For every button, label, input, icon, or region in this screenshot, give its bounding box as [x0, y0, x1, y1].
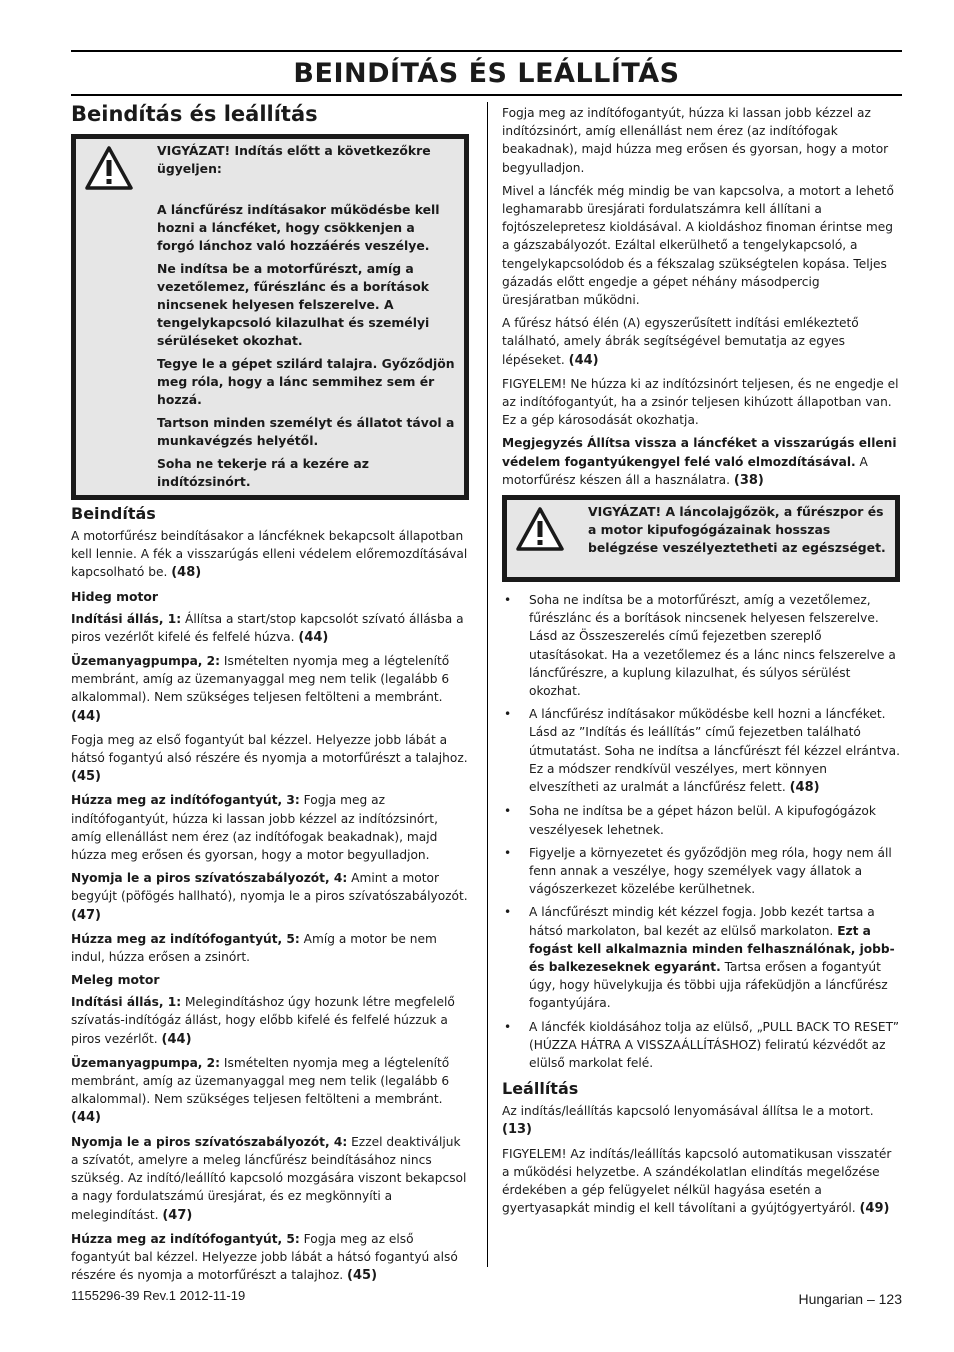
- warning-text: Tegye le a gépet szilárd talajra. Győződjön meg róla, hogy a lánc semmihez sem ér hozzá.: [157, 356, 455, 407]
- warning-text: VIGYÁZAT! A láncolajgőzök, a fűrészpor és a motor kipufogógázainak hosszas belégzése veszélyeztetheti az egészséget.: [588, 504, 886, 556]
- list-item: • A láncfűrészt mindig két kézzel fogja. Jobb kezét tartsa a hátsó markolaton, bal kezét az elülső markolaton. Ezt a fogást kell alkalmaznia minden felhasználónak, jobb- és balkezeseknek egyaránt. Tartsa erősen a fogantyút úgy, hogy hüvelykujja és többi ujja ráfeküdjön a láncfűrész fogantyújára.: [502, 903, 900, 1012]
- subsection-heading-start: Beindítás: [71, 504, 156, 523]
- step-paragraph: Indítási állás, 1: Állítsa a start/stop kapcsolót szívató állásba a piros vezérlőt kifelé és felfelé húzva. (44): [71, 611, 464, 645]
- document-id: 1155296-39 Rev.1 2012-11-19: [71, 1288, 246, 1303]
- step-paragraph: Húzza meg az indítófogantyút, 3: Fogja meg az indítófogantyút, húzza ki lassan jobb kézzel az indítózsinórt, amíg ellenállást nem érez (az indítófogak beakadnak), majd húzza meg erősen és gyorsan, hogy a motor begyulladjon.: [71, 793, 438, 863]
- warm-engine-heading: Meleg motor: [71, 972, 160, 988]
- step-paragraph: Nyomja le a piros szívatószabályozót, 4: Amint a motor begyújt (pöfögés hallható), nyomja le a piros szívatószabályozót. (47): [71, 871, 468, 923]
- page-number: Hungarian – 123: [798, 1291, 902, 1307]
- safety-list: [502, 591, 900, 1072]
- step-paragraph: Húzza meg az indítófogantyút, 5: Amíg a motor be nem indul, húzza erősen a zsinórt.: [71, 931, 437, 965]
- step-paragraph: Üzemanyagpumpa, 2: Ismételten nyomja meg a légtelenítő membránt, amíg az üzemanyaggal meg nem telik (legalább 6 alkalommal). Nem szükséges teljesen feltölteni a membránt. (44): [71, 1055, 450, 1126]
- warning-text: Soha ne tekerje rá a kezére az indítózsinórt.: [157, 456, 369, 489]
- list-item: • Soha ne indítsa be a gépet házon belül. A kipufogógázok veszélyesek lehetnek.: [502, 802, 900, 838]
- warning-text: Tartson minden személyt és állatot távol a munkavégzés helyétől.: [157, 415, 455, 448]
- list-item: • Figyelje a környezetet és győződjön meg róla, hogy nem áll fenn annak a veszélye, hogy személyek vagy állatok a vágószerkezet közelébe kerülhetnek.: [502, 844, 900, 899]
- subsection-heading-stop: Leállítás: [502, 1079, 579, 1099]
- paragraph: FIGYELEM! Ne húzza ki az indítózsinórt teljesen, és ne engedje el az indítófogantyút, ha a zsinór teljesen kihúzott állapotban van. Ez a gép károsodását okozhatja.: [502, 376, 899, 428]
- top-rule: [71, 50, 902, 52]
- paragraph: Megjegyzés Állítsa vissza a láncféket a visszarúgás elleni védelem fogantyúkengyel felé való elmozdításával. A motorfűrész készen áll a használatra. (38): [502, 436, 897, 488]
- title-underline: [71, 94, 902, 96]
- warning-text: VIGYÁZAT! Indítás előtt a következőkre ügyeljen:: [157, 143, 431, 176]
- paragraph: Fogja meg az indítófogantyút, húzza ki lassan jobb kézzel az indítózsinórt, amíg ellenállást nem érez (az indítófogak beakadnak), majd húzza meg erősen és gyorsan, hogy a motor begyulladjon.: [502, 106, 889, 175]
- warning-triangle-icon: [84, 145, 134, 191]
- list-item: • Soha ne indítsa be a motorfűrészt, amíg a vezetőlemez, fűrészlánc és a borítások nincsenek helyesen felszerelve. Lásd az Összeszerelés című fejezetben szereplő utasításokat. Ha a vezetőlemez és a lánc nincs felszerelve a láncfűrészre, a kuplung kilazulhat, és súlyos sérülést okozhat.: [502, 591, 900, 700]
- step-paragraph: Nyomja le a piros szívatószabályozót, 4: Ezzel deaktiváljuk a szívatót, amelyre a meleg láncfűrész beindításához nincs szükség. Az indító/leállító kapcsoló mozgására viszont bekapcsol a nagy fordulatszámú üresjárat, és ez megkönnyíti a melegindítást. (47): [71, 1134, 467, 1223]
- warning-text: A láncfűrész indításakor működésbe kell hozni a láncféket, hogy csökkenjen a forgó lánchoz való hozzáérés veszélye.: [157, 202, 440, 253]
- step-paragraph: Indítási állás, 1: Melegindításhoz úgy hozunk létre megfelelő szívatás-indítógáz állást, hogy előbb kifelé és felfelé húzzuk a piros vezérlőt. (44): [71, 995, 455, 1047]
- paragraph: Az indítás/leállítás kapcsoló lenyomásával állítsa le a motort. (13): [502, 1104, 874, 1138]
- list-item: • A láncfűrész indításakor működésbe kell hozni a láncféket. Lásd az ”Indítás és leállítás” című fejezetben található útmutatást. Soha ne indítsa a láncfűrészt fél kézzel elrántva. Ez a módszer rendkívül veszélyes, mert könnyen elveszítheti az uralmát a láncfűrész felett. (48): [502, 705, 900, 797]
- paragraph: A motorfűrész beindításakor a láncféknek bekapcsolt állapotban kell lennie. A fék a visszarúgás elleni védelem előremozdításával kapcsolható be. (48): [71, 529, 468, 581]
- step-paragraph: Üzemanyagpumpa, 2: Ismételten nyomja meg a légtelenítő membránt, amíg az üzemanyaggal meg nem telik (legalább 6 alkalommal). Nem szükséges teljesen feltölteni a membránt. (44): [71, 654, 450, 724]
- paragraph: Mivel a láncfék még mindig be van kapcsolva, a motort a lehető leghamarabb üresjárati fordulatszámra kell állítani a fojtószelepretesz kioldásával. A kioldáshoz finoman érintse meg a gázszabályozót. Ezáltal elkerülhető a tengelykapcsoló, a tengelykapcsolódob és a fékszalag szükségtelen kopása. Teljes gázadás előtt engedje a gépet néhány másodpercig üresjáratban működni.: [502, 183, 894, 308]
- column-divider: [487, 102, 488, 1267]
- figure-ref: (48): [171, 565, 202, 581]
- step-paragraph: Fogja meg az első fogantyút bal kézzel. Helyezze jobb lábát a hátsó fogantyú alsó részére és nyomja a motorfűrészt a talajhoz. (45): [71, 732, 468, 785]
- list-item: • A láncfék kioldásához tolja az elülső, „PULL BACK TO RESET” (HÚZZA HÁTRA A VISSZAÁLLÍTÁSHOZ) feliratú kézvédőt az elülső markolat felé.: [502, 1018, 900, 1073]
- page-title: BEINDÍTÁS ÉS LEÁLLÍTÁS: [293, 58, 680, 89]
- step-paragraph: Húzza meg az indítófogantyút, 5: Fogja meg az első fogantyút bal kézzel. Helyezze jobb lábát a hátsó fogantyú alsó részére és nyomja a motorfűrészt a talajhoz. (45): [71, 1231, 458, 1284]
- paragraph: FIGYELEM! Az indítás/leállítás kapcsoló automatikusan visszatér a működési helyzetbe. A szándékolatlan elindítás megelőzése érdekében a gép felügyelet nélkül hagyása esetén a gyertyasapkát mindig el kell távolítani a gyújtógyertyáról. (49): [502, 1146, 892, 1217]
- warning-text: Ne indítsa be a motorfűrészt, amíg a vezetőlemez, fűrészlánc és a borítások nincsenek helyesen felszerelve. A tengelykapcsoló kilazulhat és személyi sérüléseket okozhat.: [157, 261, 430, 348]
- warning-box: [502, 495, 900, 582]
- cold-engine-heading: Hideg motor: [71, 588, 159, 604]
- paragraph: A fűrész hátsó élén (A) egyszerűsített indítási emlékeztető található, amely ábrák segítségével bemutatja az egyes lépéseket. (44): [502, 316, 859, 368]
- warning-box: [71, 134, 469, 500]
- warning-triangle-icon: [515, 506, 565, 552]
- right-column: [502, 104, 900, 1223]
- left-column: [71, 100, 469, 1290]
- section-heading: Beindítás és leállítás: [71, 102, 318, 126]
